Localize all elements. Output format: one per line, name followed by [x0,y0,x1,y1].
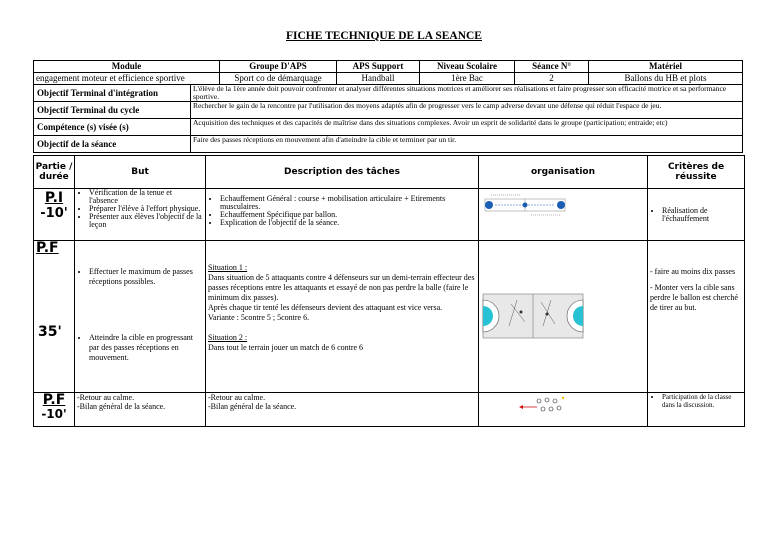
value-materiel: Ballons du HB et plots [589,73,743,85]
info-header-row [34,61,743,73]
info-table [33,60,743,85]
plan-table [33,155,745,427]
organisation-cell [479,189,648,241]
situation1-text: Dans situation de 5 attaquants contre 4 défenseurs sur un demi-terrain effecteur des passes réceptions entre les attaquants et essayé de non pas perdre la balle (faire le minimum dix passes). [208,273,475,302]
organisation-cell [479,393,648,427]
criteres-cell [648,393,745,427]
header-partie: Partie / durée [34,156,75,189]
info-value-row [34,73,743,85]
warmup-diagram [481,189,571,219]
but-cell [75,393,206,427]
header-module: Module [34,61,220,73]
objective-value: Faire des passes réceptions en mouvement afin d'atteindre la cible et terminer par un tir. [191,136,743,153]
document-title: FICHE TECHNIQUE DE LA SEANCE [286,30,482,42]
partie-code: P.F [42,392,66,408]
plan-row-pi [34,189,745,241]
value-groupe: Sport co de démarquage [220,73,337,85]
circle-diagram [481,393,571,417]
criteres-cell [648,241,745,393]
list-item: • Effectuer le maximum de passes réceptions possibles. [89,267,203,287]
list-item: • Réalisation de l'échauffement [662,207,742,223]
list-item: • Echauffement Spécifique par ballon. [220,211,476,219]
field-diagram [481,292,587,342]
partie-duration: -10' [40,206,68,221]
plan-header-row [34,156,745,189]
header-organisation: organisation [479,156,648,189]
value-niveau: 1ère Bac [420,73,515,85]
header-niveau: Niveau Scolaire [420,61,515,73]
value-seance: 2 [515,73,589,85]
but-cell [75,189,206,241]
criteres-text: - Monter vers la cible sans perdre le ballon est cherché de tirer au but. [650,283,738,312]
list-item: • Présenter aux élèves l'objectif de la leçon [89,213,203,229]
list-item: • Vérification de la tenue et l'absence [89,189,203,205]
description-cell [206,189,479,241]
objective-row [34,85,743,102]
partie-cell [34,189,75,241]
objective-value: Rechercher le gain de la rencontre par l'utilisation des moyens adaptés afin de progresser vers le camp adverse devant une défense qui réduit l'espace de jeu. [191,102,743,119]
objectives-table [33,84,743,153]
partie-duration: 35' [38,324,62,340]
list-item: • Participation de la classe dans la discussion. [662,393,742,409]
header-criteres: Critères de réussite [648,156,745,189]
list-item: • Préparer l'élève à l'effort physique. [89,205,203,213]
organisation-cell [479,241,648,393]
variant-text: Variante : 5contre 5 ; 5contre 6. [208,313,310,322]
situation2-title: Situation 2 : [208,333,248,342]
partie-code: P.I [44,190,64,206]
situation2-text: Dans tout le terrain jouer un match de 6 contre 6 [208,343,364,352]
objective-row [34,136,743,153]
plan-row-pf-main [34,241,745,393]
objective-row [34,119,743,136]
situation1-title: Situation 1 : [208,263,248,272]
partie-cell [34,393,75,427]
but-text: -Retour au calme. [77,393,135,402]
but-cell [75,241,206,393]
header-but: But [75,156,206,189]
partie-duration: -10' [41,407,67,421]
description-text: -Bilan général de la séance. [208,402,297,411]
description-cell [206,241,479,393]
list-item: • Echauffement Général : course + mobilisation articulaire + Etirements musculaires. [220,195,476,211]
objective-label: Objectif de la séance [34,136,191,153]
objective-value: L'élève de la 1ère année doit pouvoir confronter et analyser différentes situations motrices et améliorer ses réalisations et faire progresser son efficacité motrice et sa performance sportive. [191,85,743,102]
objective-row [34,102,743,119]
header-groupe: Groupe D'APS [220,61,337,73]
criteres-cell [648,189,745,241]
objective-label: Compétence (s) visée (s) [34,119,191,136]
description-text: -Retour au calme. [208,393,266,402]
header-description: Description des tâches [206,156,479,189]
value-module: engagement moteur et efficience sportive [34,73,220,85]
list-item: • Atteindre la cible en progressant par des passes réceptions en mouvement. [89,333,203,363]
objective-label: Objectif Terminal d'intégration [34,85,191,102]
objective-value: Acquisition des techniques et des capacités de maîtrise dans des situations complexes. Avoir un esprit de solidarité dans le groupe (participation; entraide; etc) [191,119,743,136]
header-materiel: Matériel [589,61,743,73]
criteres-text: - faire au moins dix passes [650,267,736,276]
description-cell [206,393,479,427]
list-item: • Explication de l'objectif de la séance. [220,219,476,227]
plan-row-pf-end [34,393,745,427]
value-aps: Handball [337,73,420,85]
header-aps: APS Support [337,61,420,73]
but-text: -Bilan général de la séance. [77,402,166,411]
partie-cell [34,241,75,393]
objective-label: Objectif Terminal du cycle [34,102,191,119]
header-seance: Séance N° [515,61,589,73]
situation1-text2: Après chaque tir tenté les défenseurs devient des attaquant est vice versa. [208,303,443,312]
partie-code: P.F [36,240,59,256]
